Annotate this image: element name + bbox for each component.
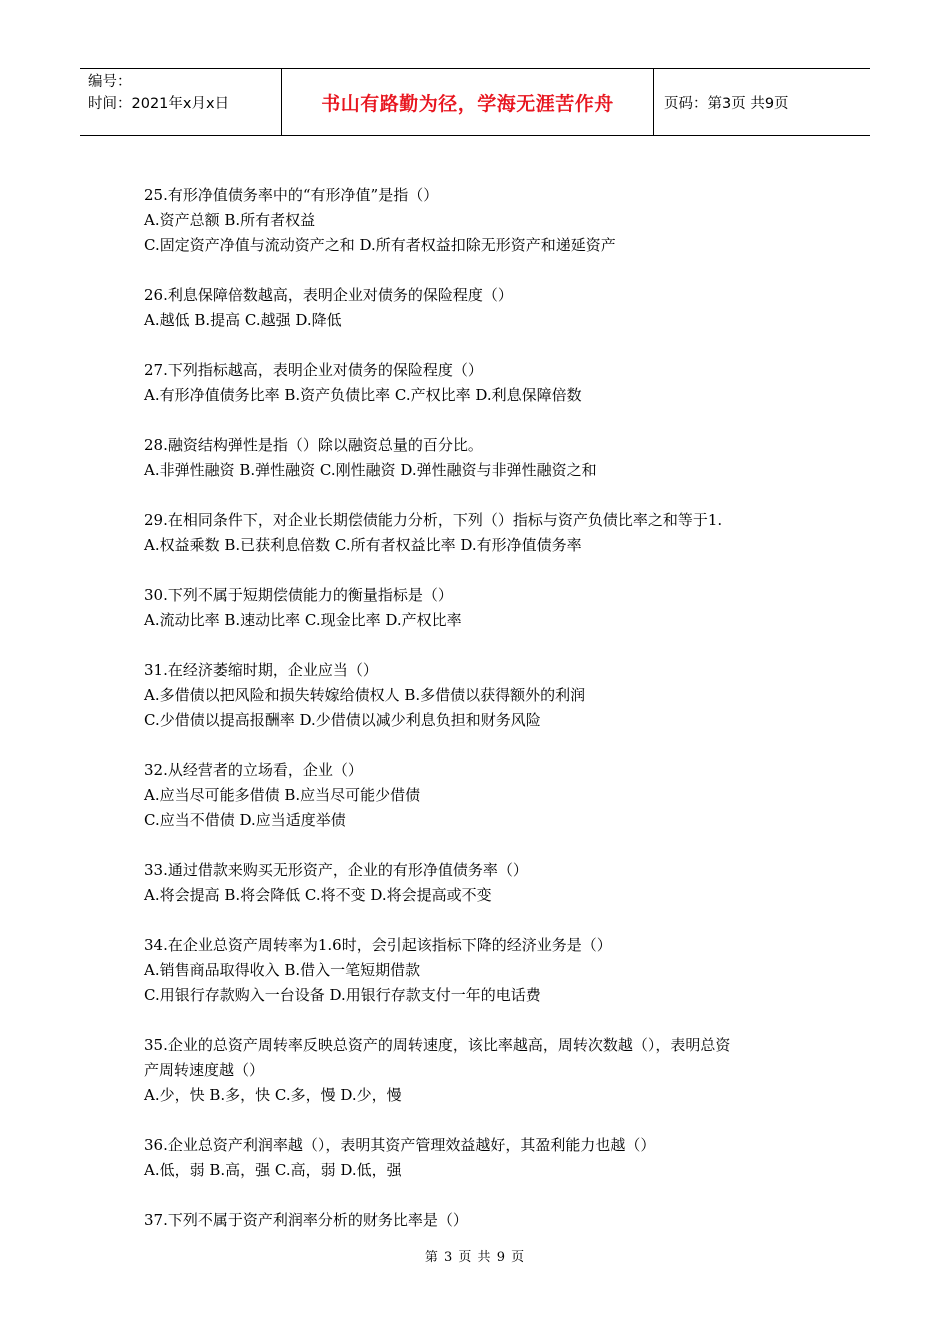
question-block <box>144 433 814 483</box>
header-meta <box>80 69 282 135</box>
question-text: 29.在相同条件下，对企业长期偿债能力分析，下列（）指标与资产负债比率之和等于1. <box>144 511 723 529</box>
question-block <box>144 658 814 733</box>
question-text: 36.企业总资产利润率越（），表明其资产管理效益越好，其盈利能力也越（） <box>144 1136 656 1154</box>
page-header <box>80 68 870 136</box>
question-text: 34.在企业总资产周转率为1.6时，会引起该指标下降的经济业务是（） <box>144 936 612 954</box>
question-line: A.销售商品取得收入 B.借入一笔短期借款 <box>144 961 421 979</box>
question-text: 25.有形净值债务率中的“有形净值”是指（） <box>144 186 439 204</box>
question-line: A.非弹性融资 B.弹性融资 C.刚性融资 D.弹性融资与非弹性融资之和 <box>144 461 597 479</box>
question-text: 30.下列不属于短期偿债能力的衡量指标是（） <box>144 586 453 604</box>
question-text: 32.从经营者的立场看，企业（） <box>144 761 363 779</box>
question-line: C.用银行存款购入一台设备 D.用银行存款支付一年的电话费 <box>144 986 541 1004</box>
question-line: A.低，弱 B.高，强 C.高，弱 D.低，强 <box>144 1161 402 1179</box>
document-number: 编号： <box>88 74 132 90</box>
question-line: A.将会提高 B.将会降低 C.将不变 D.将会提高或不变 <box>144 886 492 904</box>
question-line: A.应当尽可能多借债 B.应当尽可能少借债 <box>144 786 421 804</box>
question-text: 35.企业的总资产周转率反映总资产的周转速度，该比率越高，周转次数越（），表明总资 <box>144 1036 731 1054</box>
question-line: 产周转速度越（） <box>144 1061 265 1079</box>
question-text: 26.利息保障倍数越高，表明企业对债务的保险程度（） <box>144 286 513 304</box>
question-block <box>144 358 814 408</box>
question-block <box>144 1208 814 1233</box>
question-text: 31.在经济萎缩时期，企业应当（） <box>144 661 378 679</box>
question-line: A.资产总额 B.所有者权益 <box>144 211 316 229</box>
question-block <box>144 283 814 333</box>
page-footer: 第 3 页 共 9 页 <box>424 1250 526 1265</box>
question-line: A.越低 B.提高 C.越强 D.降低 <box>144 311 342 329</box>
question-line: A.有形净值债务比率 B.资产负债比率 C.产权比率 D.利息保障倍数 <box>144 386 582 404</box>
question-block <box>144 1133 814 1183</box>
question-block <box>144 1033 814 1108</box>
question-block <box>144 758 814 833</box>
question-list <box>144 183 814 1258</box>
document-time: 时间：2021年x月x日 <box>88 96 230 112</box>
question-line: C.少借债以提高报酬率 D.少借债以减少利息负担和财务风险 <box>144 711 541 729</box>
question-block <box>144 933 814 1008</box>
question-line: C.固定资产净值与流动资产之和 D.所有者权益扣除无形资产和递延资产 <box>144 236 616 254</box>
question-line: A.多借债以把风险和损失转嫁给债权人 B.多借债以获得额外的利润 <box>144 686 586 704</box>
question-line: C.应当不借债 D.应当适度举债 <box>144 811 346 829</box>
question-line: A.权益乘数 B.已获利息倍数 C.所有者权益比率 D.有形净值债务率 <box>144 536 582 554</box>
question-text: 33.通过借款来购买无形资产，企业的有形净值债务率（） <box>144 861 528 879</box>
question-block <box>144 858 814 908</box>
question-block <box>144 583 814 633</box>
question-block <box>144 183 814 258</box>
question-text: 28.融资结构弹性是指（）除以融资总量的百分比。 <box>144 436 483 454</box>
question-line: A.少，快 B.多，快 C.多，慢 D.少，慢 <box>144 1086 402 1104</box>
header-motto: 书山有路勤为径，学海无涯苦作舟 <box>321 92 614 115</box>
header-page-info: 页码：第3页 共9页 <box>664 95 789 112</box>
question-text: 27.下列指标越高，表明企业对债务的保险程度（） <box>144 361 483 379</box>
question-block <box>144 508 814 558</box>
question-text: 37.下列不属于资产利润率分析的财务比率是（） <box>144 1211 468 1229</box>
header-motto-cell <box>282 69 654 135</box>
question-line: A.流动比率 B.速动比率 C.现金比率 D.产权比率 <box>144 611 462 629</box>
